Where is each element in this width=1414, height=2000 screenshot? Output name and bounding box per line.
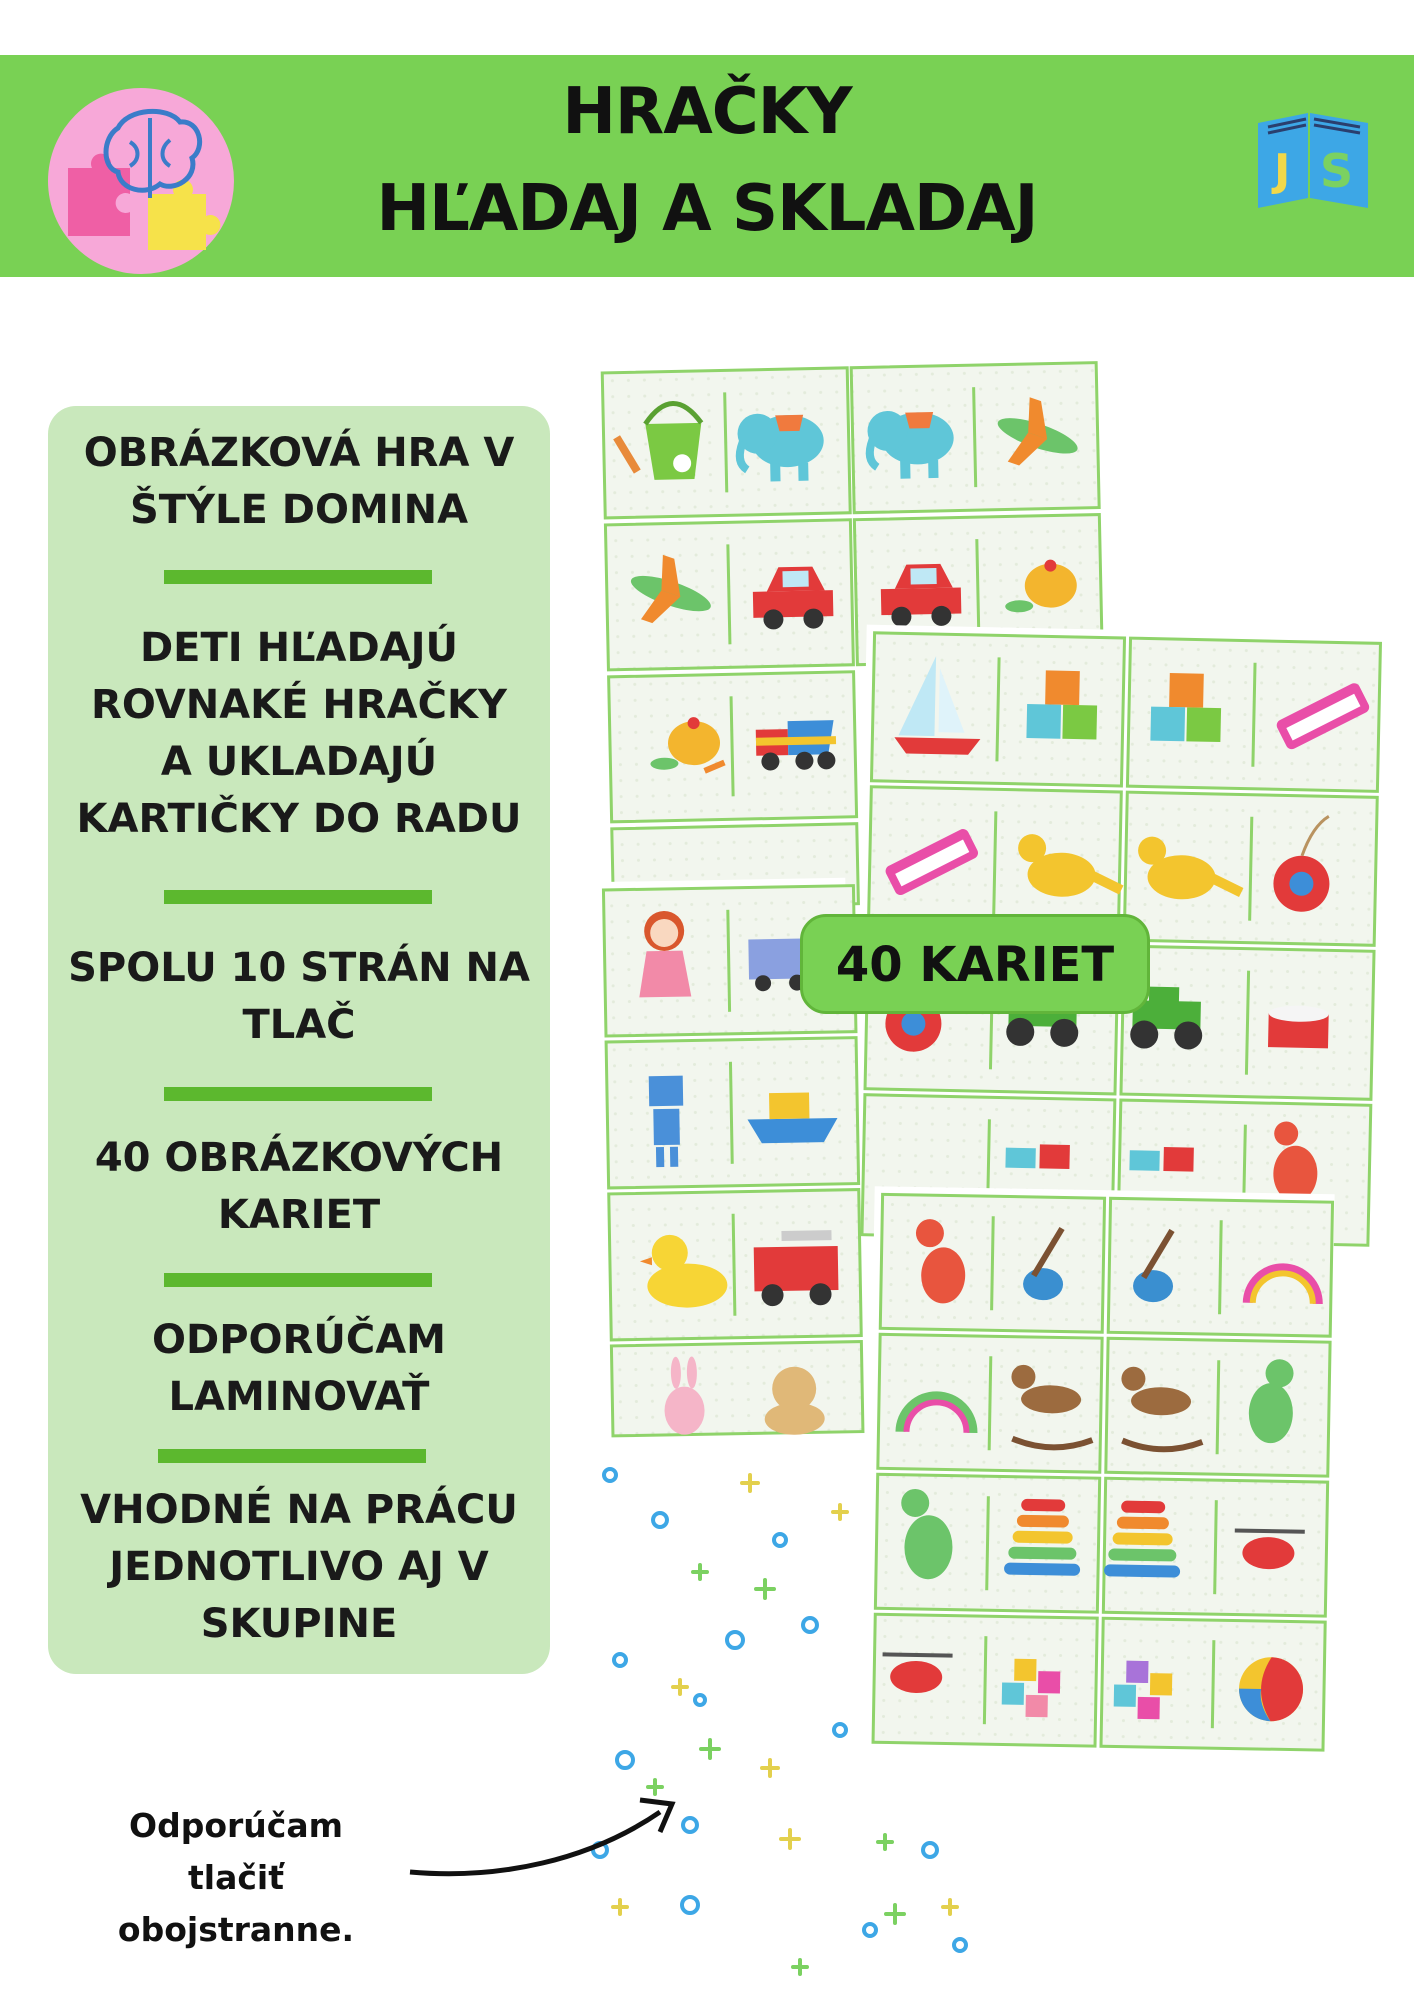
svg-text:J: J — [1274, 145, 1291, 196]
card-count-badge: 40 KARIET — [800, 914, 1150, 1014]
page-title-line-1: HRAČKY — [562, 75, 852, 149]
svg-text:S: S — [1320, 144, 1354, 198]
page-title-line-2: HĽADAJ A SKLADAJ — [376, 172, 1038, 246]
info-item-usage: VHODNÉ NA PRÁCU JEDNOTLIVO AJ V SKUPINE — [80, 1487, 518, 1647]
info-item-domino: OBRÁZKOVÁ HRA V ŠTÝLE DOMINA — [83, 430, 515, 533]
drum-icon — [1268, 1005, 1329, 1048]
info-item-pages: SPOLU 10 STRÁN NA TLAČ — [68, 945, 530, 1048]
info-item-find-toys: DETI HĽADAJÚ ROVNAKÉ HRAČKY A UKLADAJÚ KARTIČKY DO RADU — [76, 625, 522, 842]
info-item-cards: 40 OBRÁZKOVÝCH KARIET — [94, 1135, 504, 1238]
print-note: Odporúčam tlačiť obojstranne. — [117, 1806, 355, 1949]
sheet-d — [865, 1186, 1335, 1754]
info-item-laminate: ODPORÚČAM LAMINOVAŤ — [152, 1317, 446, 1420]
